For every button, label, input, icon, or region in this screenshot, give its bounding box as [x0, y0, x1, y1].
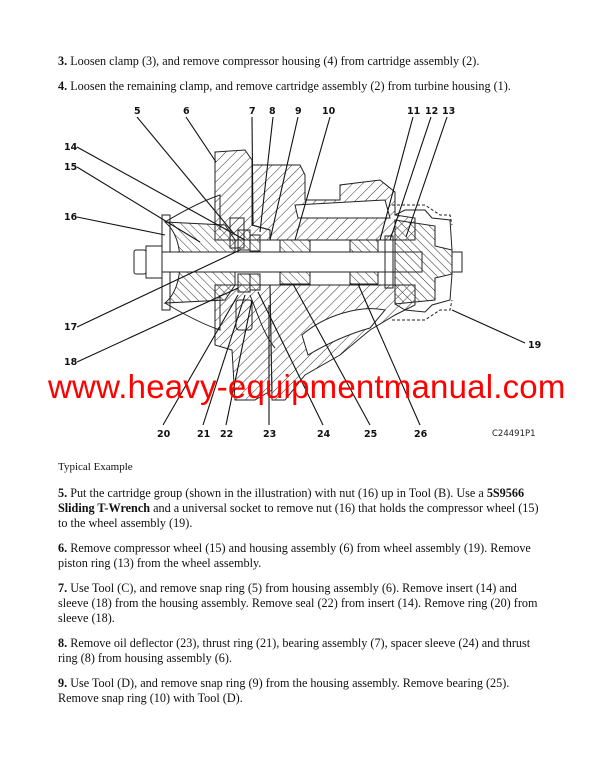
- watermark: www.heavy-equipmentmanual.com: [48, 368, 566, 405]
- step-number: 7.: [58, 581, 68, 595]
- callout-6: 6: [183, 106, 190, 117]
- step-number: 3.: [58, 54, 68, 68]
- step-text: Loosen the remaining clamp, and remove cartridge assembly (2) from turbine housing (1).: [67, 79, 511, 93]
- callout-labels-bottom: [157, 429, 428, 440]
- step-text: Remove compressor wheel (15) and housing assembly (6) from wheel assembly (19). Remove piston ring (13) from the wheel assembly.: [58, 541, 531, 570]
- step-text: Put the cartridge group (shown in the illustration) with nut (16) up in Tool (B). Use a: [67, 486, 487, 500]
- step-4: [58, 79, 546, 94]
- step-3: [58, 54, 546, 69]
- step-8: [58, 636, 546, 666]
- figure-caption: Typical Example: [58, 461, 133, 473]
- callout-7: 7: [249, 106, 256, 117]
- callout-19: 19: [528, 340, 542, 351]
- step-number: 5.: [58, 486, 68, 500]
- tool-name: 5S9566 Sliding T-Wrench: [58, 486, 525, 515]
- callout-8: 8: [269, 106, 276, 117]
- step-number: 9.: [58, 676, 68, 690]
- callout-16: 16: [64, 212, 78, 223]
- callout-14: 14: [64, 142, 78, 153]
- step-9: [58, 676, 546, 706]
- callout-17: 17: [64, 322, 78, 333]
- callout-22: 22: [220, 429, 234, 440]
- step-number: 6.: [58, 541, 68, 555]
- callout-5: 5: [134, 106, 141, 117]
- callout-26: 26: [414, 429, 428, 440]
- callout-23: 23: [263, 429, 277, 440]
- step-6: [58, 541, 546, 571]
- callout-13: 13: [442, 106, 456, 117]
- callout-labels-top: [134, 106, 455, 117]
- step-text: Remove oil deflector (23), thrust ring (21), bearing assembly (7), spacer sleeve (24) and thrust ring (8) from housing assembly (6).: [58, 636, 531, 665]
- step-text: and a universal socket to remove nut (16) that holds the compressor wheel (15) to the wheel assembly (19).: [58, 501, 539, 530]
- figure-id: C24491P1: [492, 429, 536, 439]
- step-text: Use Tool (C), and remove snap ring (5) from housing assembly (6). Remove insert (14) and sleeve (18) from the housing assembly. Remove seal (22) from insert (14). Remove ring (20) from sleeve (18).: [58, 581, 538, 625]
- callout-10: 10: [322, 106, 336, 117]
- step-7: [58, 581, 546, 626]
- callout-11: 11: [407, 106, 421, 117]
- callout-21: 21: [197, 429, 211, 440]
- callout-9: 9: [295, 106, 302, 117]
- callout-labels-right: [528, 340, 541, 351]
- step-text: Loosen clamp (3), and remove compressor housing (4) from cartridge assembly (2).: [67, 54, 480, 68]
- step-number: 8.: [58, 636, 68, 650]
- callout-20: 20: [157, 429, 171, 440]
- callout-15: 15: [64, 162, 78, 173]
- callout-24: 24: [317, 429, 331, 440]
- callout-labels-left: [64, 142, 78, 368]
- callout-12: 12: [425, 106, 439, 117]
- step-number: 4.: [58, 79, 68, 93]
- step-text: Use Tool (D), and remove snap ring (9) from the housing assembly. Remove bearing (25). Remove snap ring (10) with Tool (D).: [58, 676, 510, 705]
- callout-18: 18: [64, 357, 78, 368]
- step-5: [58, 486, 546, 531]
- callout-25: 25: [364, 429, 378, 440]
